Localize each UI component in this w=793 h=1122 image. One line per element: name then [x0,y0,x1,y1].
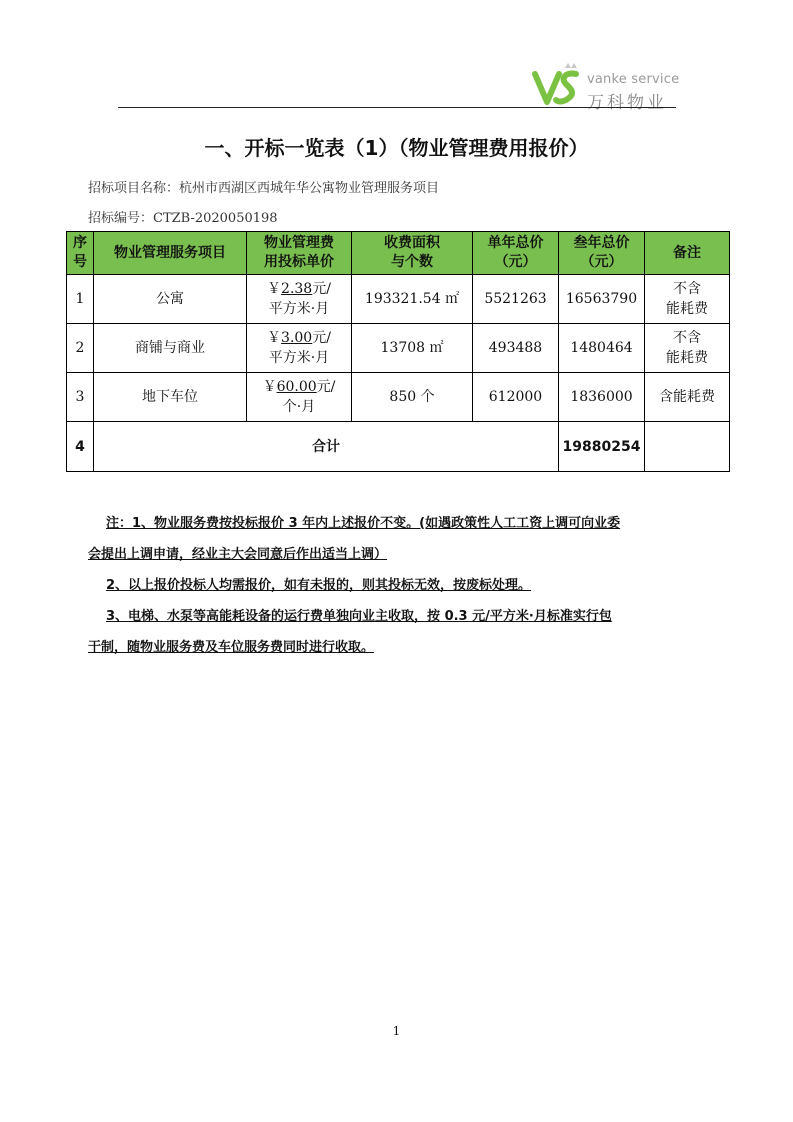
row-three-year-total: 16563790 [559,275,645,324]
table-total-row [67,422,730,472]
page-number: 1 [392,1024,401,1038]
row-unit-price: ￥2.38元/ 平方米·月 [247,275,352,324]
note-3-line-2: 干制，随物业服务费及车位服务费同时进行收取。 [88,640,375,655]
table-row [67,275,730,324]
header-unit-price: 物业管理费 用投标单价 [247,232,352,275]
note-1-line-1: 注：1、物业服务费按投标报价 3 年内上述报价不变。(如遇政策性人工工资上调可向业委 [106,516,621,531]
total-three-year: 19880254 [559,422,645,472]
row-item: 公寓 [94,275,247,324]
total-seq: 4 [67,422,94,472]
table-header-row [67,232,730,275]
vanke-logo-mark-icon [532,62,584,108]
row-one-year-total: 493488 [473,324,559,373]
header-note: 备注 [645,232,730,275]
row-seq: 1 [67,275,94,324]
vanke-logo [532,62,682,113]
row-unit-price: ￥60.00元/ 个·月 [247,373,352,422]
brand-name-cn: 万科物业 [587,93,667,113]
tender-code: 招标编号：CTZB-2020050198 [88,211,278,226]
header-one-year-total: 单年总价 （元） [473,232,559,275]
project-name: 招标项目名称：杭州市西湖区西城年华公寓物业管理服务项目 [88,181,440,196]
table-row [67,373,730,422]
row-three-year-total: 1836000 [559,373,645,422]
total-label: 合计 [94,422,559,472]
bid-summary-table [66,231,730,472]
row-one-year-total: 612000 [473,373,559,422]
row-seq: 2 [67,324,94,373]
row-unit-price: ￥3.00元/ 平方米·月 [247,324,352,373]
note-1-line-2: 会提出上调申请，经业主大会同意后作出适当上调） [88,547,388,562]
row-note: 不含 能耗费 [645,275,730,324]
header-divider [118,107,676,108]
notes-section [88,508,688,663]
note-2: 2、以上报价投标人均需报价，如有未报的，则其投标无效，按废标处理。 [106,578,532,593]
row-note: 含能耗费 [645,373,730,422]
row-note: 不含 能耗费 [645,324,730,373]
row-seq: 3 [67,373,94,422]
header-item: 物业管理服务项目 [94,232,247,275]
row-three-year-total: 1480464 [559,324,645,373]
document-title: 一、开标一览表（1）（物业管理费用报价） [204,136,589,160]
row-item: 商铺与商业 [94,324,247,373]
row-area: 193321.54 ㎡ [352,275,473,324]
table-row [67,324,730,373]
note-3-line-1: 3、电梯、水泵等高能耗设备的运行费单独向业主收取，按 0.3 元/平方米·月标准实行包 [106,609,612,624]
total-note [645,422,730,472]
header-seq: 序 号 [67,232,94,275]
row-area: 850 个 [352,373,473,422]
header-area: 收费面积 与个数 [352,232,473,275]
row-area: 13708 ㎡ [352,324,473,373]
header-three-year-total: 叁年总价 （元） [559,232,645,275]
row-one-year-total: 5521263 [473,275,559,324]
brand-name-en: vanke service [587,72,680,87]
row-item: 地下车位 [94,373,247,422]
